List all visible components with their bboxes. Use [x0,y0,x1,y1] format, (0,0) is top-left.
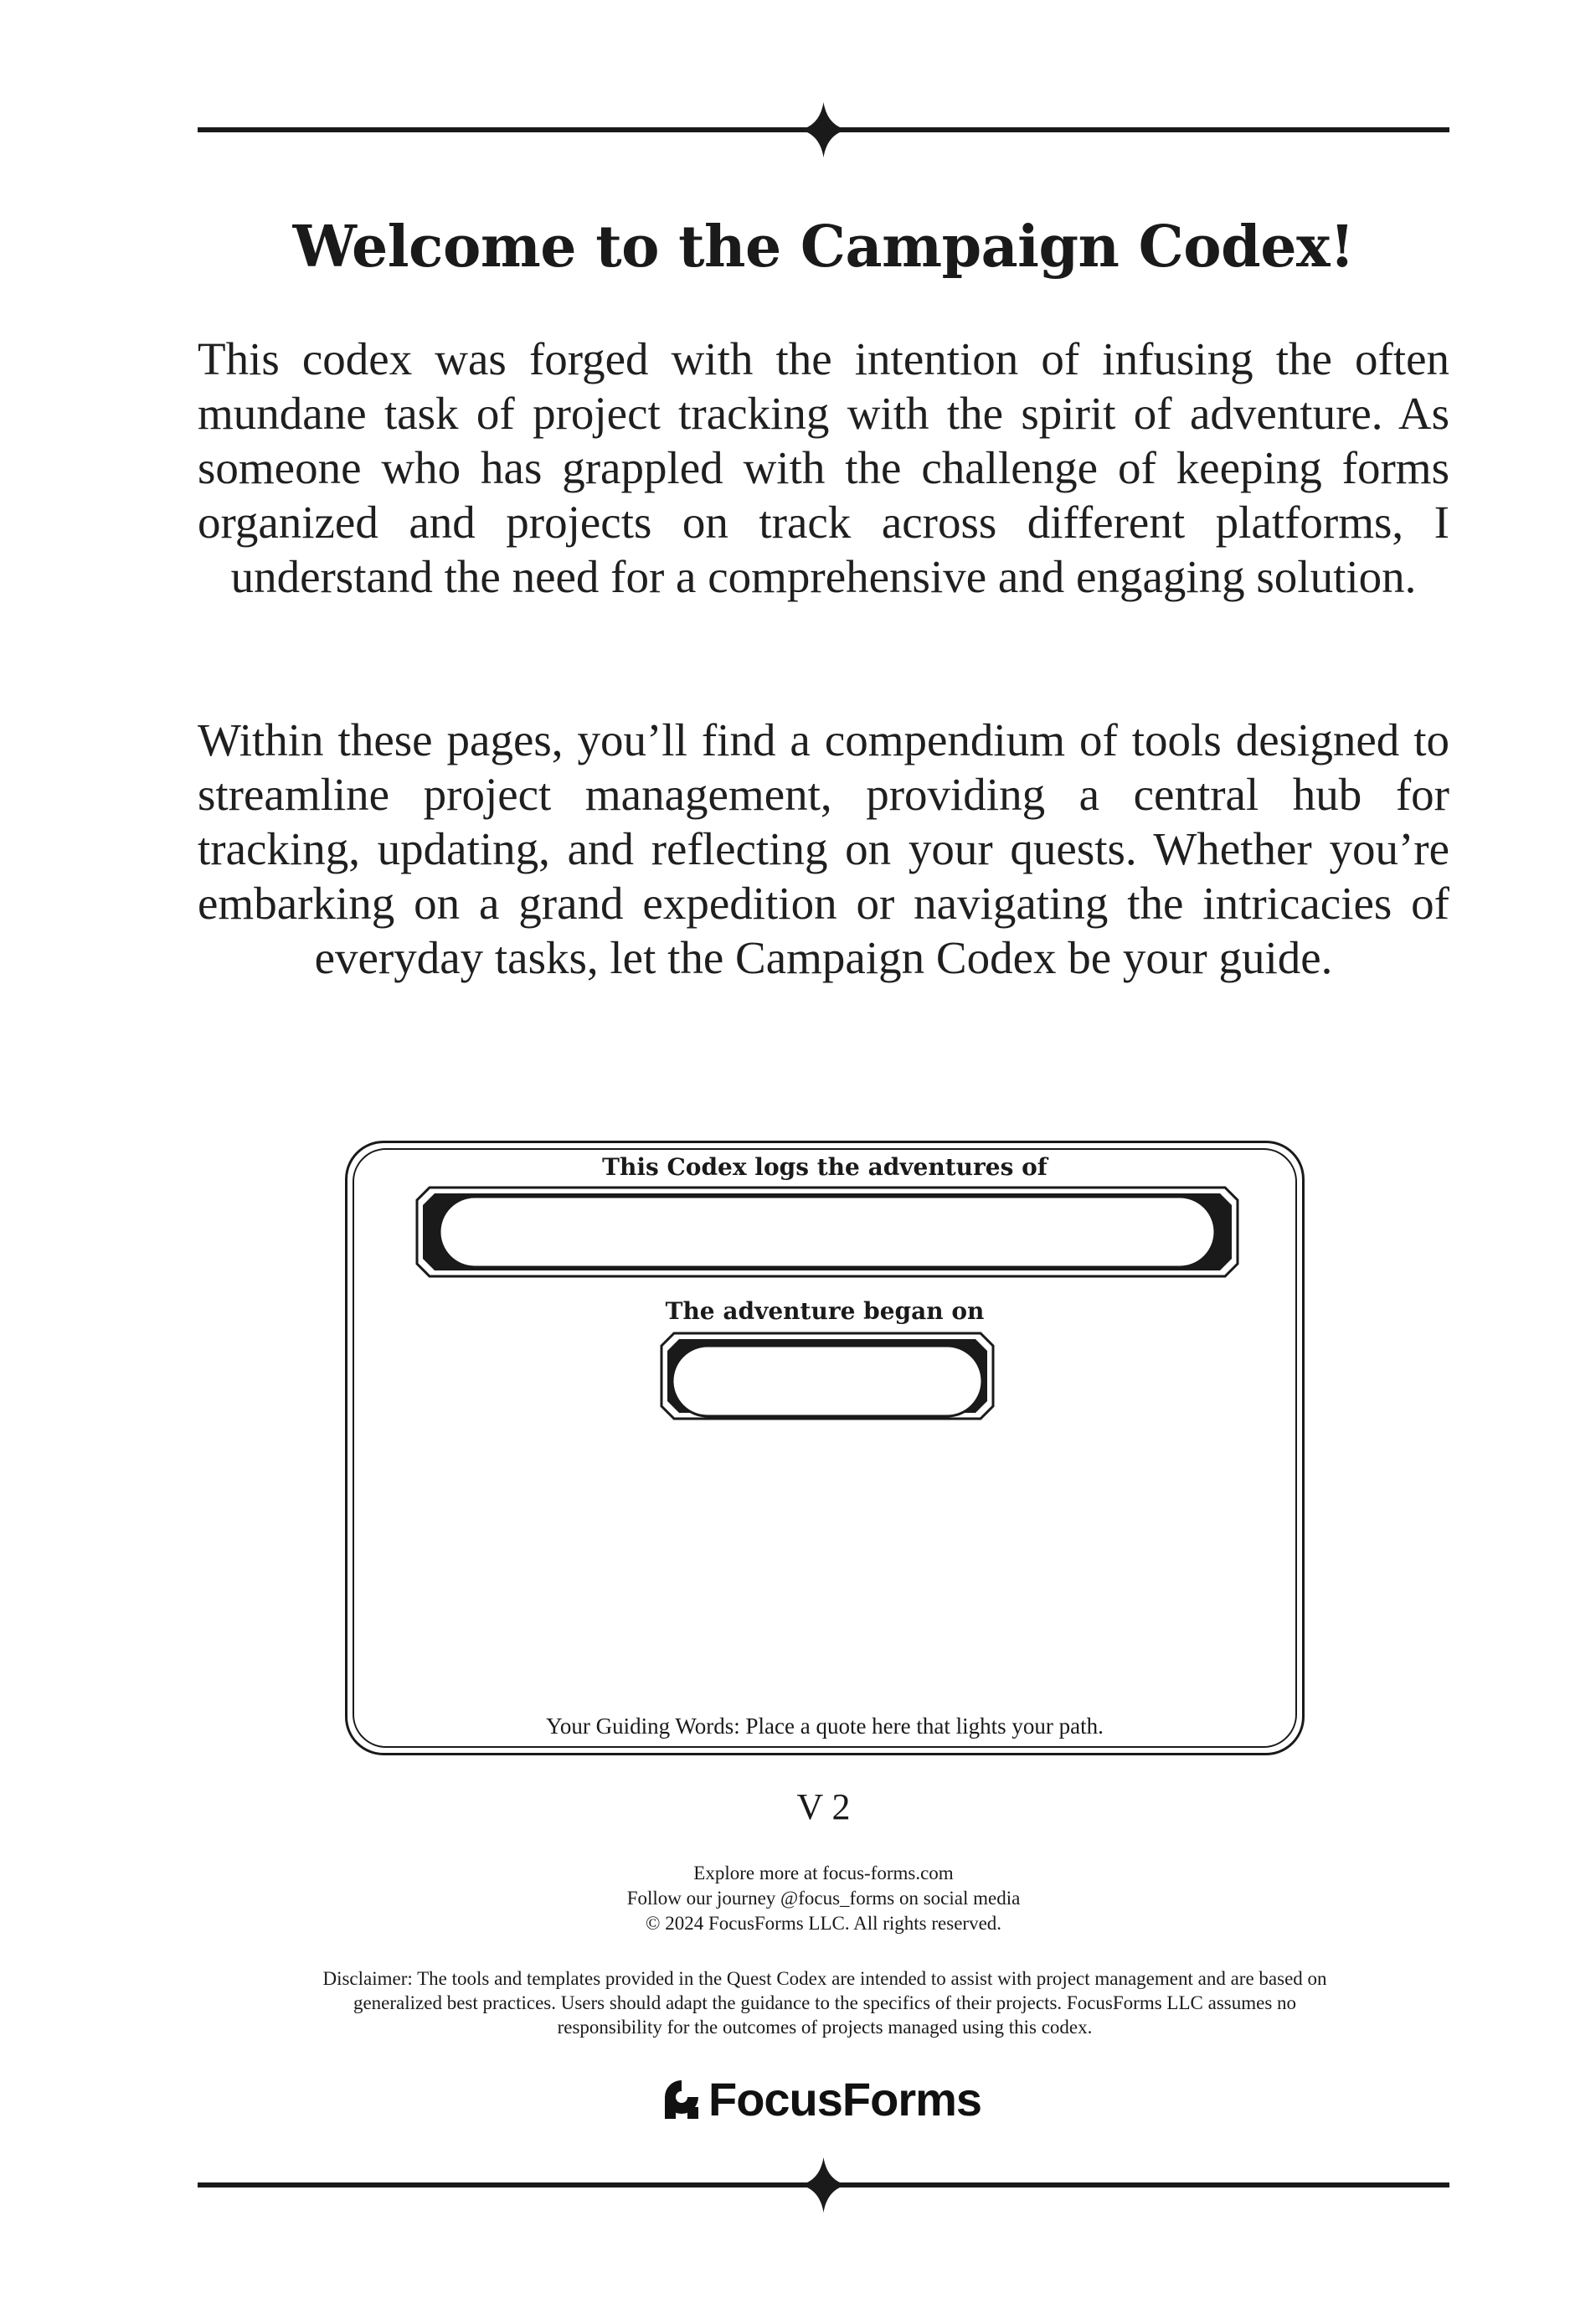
top-ornament-divider [198,100,1449,159]
intro-paragraph-1: This codex was forged with the intention of infusing the often mundane task of project tracking with the spirit of adventure. As someone who has grappled with the challenge of keeping forms organized and projects on track across different platforms, I understand the need for a comprehensive and engaging solution. [198,333,1449,602]
adventurer-name-plaque [414,1185,1240,1279]
brand-name: FocusForms [708,2073,982,2126]
start-date-input[interactable] [692,1351,965,1404]
focusforms-logo-icon [661,2077,702,2122]
start-date-plaque [659,1331,996,1421]
adventurer-name-input[interactable] [465,1205,1193,1259]
start-date-label: The adventure began on [665,1297,985,1325]
bottom-ornament-divider [198,2156,1449,2214]
codex-owner-panel [345,1141,1305,1755]
copyright-notice: © 2024 FocusForms LLC. All rights reserved. [645,1913,1002,1934]
page-title: Welcome to the Campaign Codex! [292,214,1355,281]
version-label: V 2 [796,1786,851,1827]
social-handle: Follow our journey @focus_forms on social media [626,1888,1021,1909]
brand-logo [661,2070,981,2129]
adventurer-label: This Codex logs the adventures of [602,1153,1048,1181]
guiding-words-prompt: Your Guiding Words: Place a quote here that lights your path. [546,1713,1104,1739]
footer-info [198,1861,1449,1936]
intro-paragraph-2: Within these pages, you’ll find a compendium of tools designed to streamline project management, providing a central hub for tracking, updating, and reflecting on your quests. Whether you’re embarking on a grand expedition or navigating the intricacies of everyday tasks, let the Campaign Codex be your guide. [198,714,1449,983]
website-link[interactable]: Explore more at focus-forms.com [693,1863,954,1883]
disclaimer-text: Disclaimer: The tools and templates provided in the Quest Codex are intended to assist with project management and are based on generalized best practices. Users should adapt the guidance to the specifics of their projects. FocusForms LLC assumes no responsibility for the outcomes of projects managed using this codex. [322,1968,1327,2038]
